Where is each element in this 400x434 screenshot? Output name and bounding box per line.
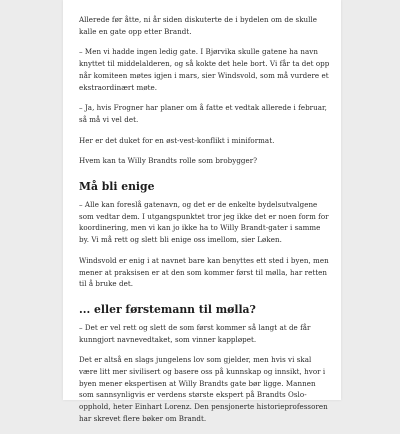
paragraph: Windsvold er enig i at navnet bare kan benyttes ett sted i byen, men mener at praksisen er at den som kommer først til mølla, har retten til å bruke det.	[79, 255, 329, 289]
paragraph: Her er det duket for en øst-vest-konflikt i miniformat.	[79, 135, 275, 145]
paragraph: Det er altså en slags jungelens lov som gjelder, men hvis vi skal være litt mer sivilisert og basere oss på kunnskap og innsikt, hvor i byen mener ekspertisen at Willy Brandts gate bør ligge. Mannen som sannsynligvis er verdens største ekspert på Brandts Oslo-opphold, heter Einhart Lorenz. Den pensjonerte historieprofessoren har skrevet flere bøker om Brandt.	[79, 355, 328, 423]
article-body	[79, 14, 331, 434]
paragraph: Allerede før åtte, ni år siden diskuterte de i bydelen om de skulle kalle en gate opp etter Brandt.	[79, 15, 318, 36]
paragraph: – Alle kan foreslå gatenavn, og det er de enkelte bydelsutvalgene som vedtar dem. I utgangspunktet tror jeg ikke det er noen form for koordinering, men vi kan jo ikke ha to Willy Brandt-gater i samme by. Vi må rett og slett bli enige oss imellom, sier Løken.	[79, 200, 329, 245]
paragraph: Hvem kan ta Willy Brandts rolle som brobygger?	[79, 156, 258, 166]
section-heading: ... eller førstemann til mølla?	[79, 302, 256, 316]
paragraph: – Ja, hvis Frogner har planer om å fatte et vedtak allerede i februar, så må vi vel det.	[79, 103, 327, 124]
section-heading: Må bli enige	[79, 180, 155, 194]
paragraph: – Det er vel rett og slett de som først kommer så langt at de får kunngjort navnevedtaket, som vinner kappløpet.	[79, 322, 311, 344]
document-page	[63, 0, 341, 423]
paragraph: – Men vi hadde ingen ledig gate. I Bjørvika skulle gatene ha navn knyttet til middelalderen, og så kokte det hele bort. Vi får ta det opp når komiteen møtes igjen i mars, sier Windsvold, som må vurdere et ekstraordinært møte.	[79, 47, 330, 92]
